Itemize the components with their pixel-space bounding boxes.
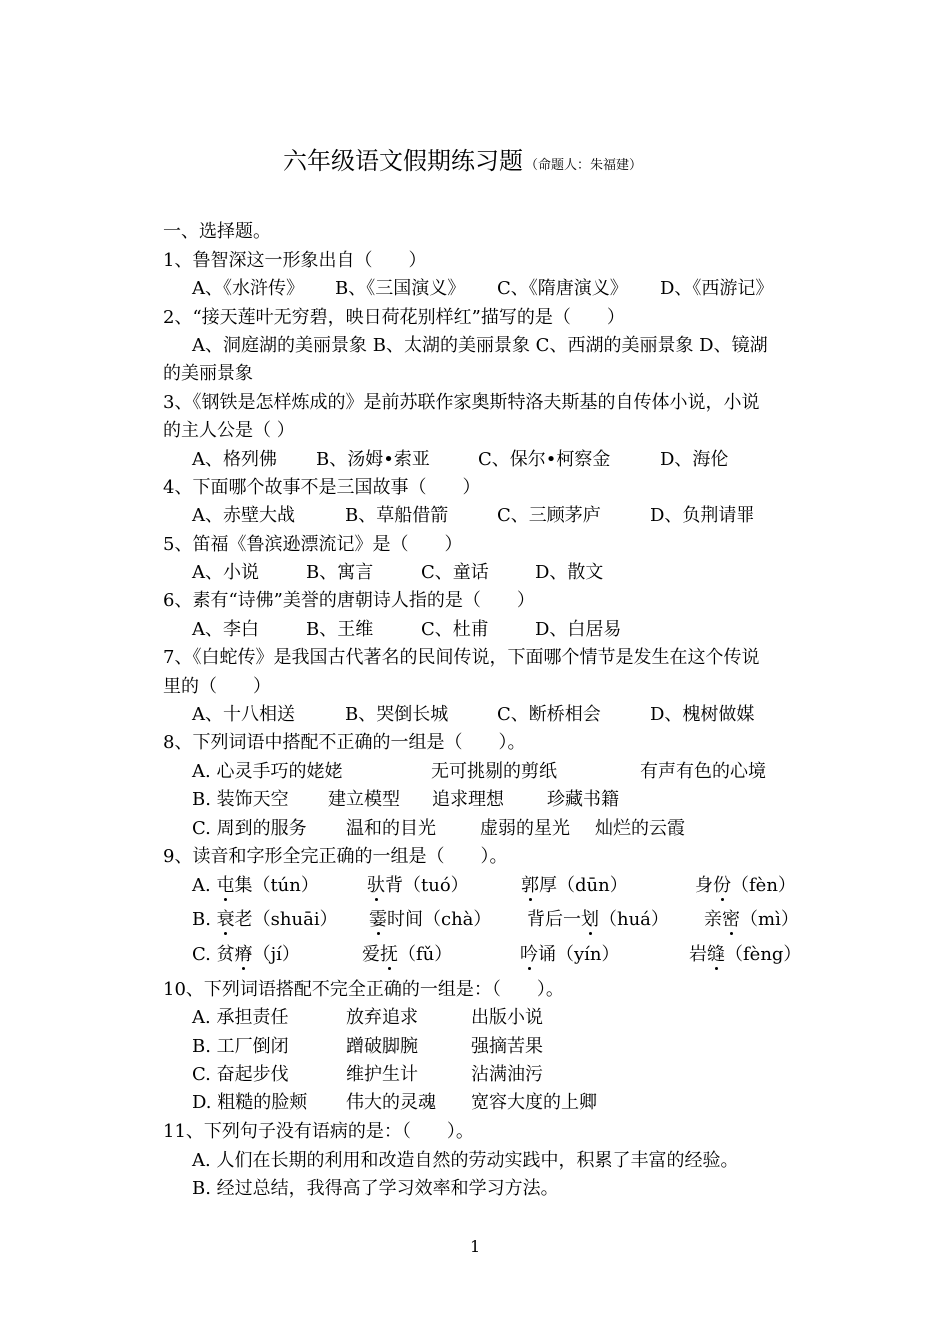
question-9-stem: 9、读音和字形全完正确的一组是（ ）。 (163, 846, 508, 867)
q9-option-a-item-3 (521, 875, 628, 897)
text: 集（tún） (234, 875, 319, 896)
q3-option-d: D、海伦 (660, 449, 729, 470)
text: 老（shuāi） (234, 909, 338, 930)
q1-option-a: A、《水浒传》 (192, 278, 304, 299)
q4-option-a: A、赤壁大战 (192, 505, 295, 526)
text: （fǔ） (398, 944, 453, 965)
q7-option-d: D、槐树做媒 (650, 704, 755, 725)
q3-option-c: C、保尔•柯察金 (478, 449, 611, 470)
q8-option-b-word-3: 追求理想 (432, 789, 504, 810)
q7-option-c: C、断桥相会 (497, 704, 601, 725)
text: （huá） (599, 909, 669, 930)
question-5-stem: 5、笛福《鲁滨逊漂流记》是（ ） (163, 534, 463, 555)
q10-option-b-word-1: B. 工厂倒闭 (192, 1036, 289, 1057)
text: （jí） (252, 944, 300, 965)
q2-options: A、洞庭湖的美丽景象 B、太湖的美丽景象 C、西湖的美丽景象 D、镜湖 (192, 335, 768, 356)
dotted-char: 份 (713, 875, 731, 896)
q10-option-a-word-3: 出版小说 (471, 1007, 543, 1028)
question-1-stem: 1、鲁智深这一形象出自（ ） (163, 250, 427, 271)
dotted-char: 霎 (369, 909, 387, 930)
question-3-stem-continued: 的主人公是（ ） (163, 420, 295, 441)
q10-option-d-word-1: D. 粗糙的脸颊 (192, 1092, 308, 1113)
q3-option-a: A、格列佛 (192, 449, 277, 470)
q8-option-c-word-1: C. 周到的服务 (192, 818, 307, 839)
q9-option-a-item-1 (192, 875, 319, 897)
q9-option-a-item-2 (367, 875, 469, 897)
q10-option-a-word-1: A. 承担责任 (192, 1007, 289, 1028)
text: （fèng） (725, 944, 802, 965)
q8-option-c-word-3: 虚弱的星光 (480, 818, 570, 839)
q1-option-b: B、《三国演义》 (335, 278, 466, 299)
q8-option-c-word-2: 温和的目光 (346, 818, 436, 839)
text: 亲 (704, 909, 722, 930)
q10-option-d-word-2: 伟大的灵魂 (346, 1092, 436, 1113)
q9-option-c-item-1 (192, 944, 300, 966)
q10-option-c-word-1: C. 奋起步伐 (192, 1064, 289, 1085)
q8-option-b-word-1: B. 装饰天空 (192, 789, 289, 810)
dotted-char: 密 (722, 909, 740, 930)
q5-option-d: D、散文 (535, 562, 604, 583)
q6-option-d: D、白居易 (535, 619, 622, 640)
q5-option-a: A、小说 (192, 562, 259, 583)
q11-option-a: A. 人们在长期的利用和改造自然的劳动实践中，积累了丰富的经验。 (192, 1150, 739, 1171)
q8-option-b-word-4: 珍藏书籍 (547, 789, 619, 810)
dotted-char: 缝 (707, 944, 725, 965)
q1-option-c: C、《隋唐演义》 (497, 278, 628, 299)
title-text: 六年级语文假期练习题 (283, 147, 523, 175)
question-4-stem: 4、下面哪个故事不是三国故事（ ） (163, 477, 481, 498)
q3-option-b: B、汤姆•索亚 (316, 449, 430, 470)
q9-option-b-item-3 (527, 909, 669, 931)
q11-option-b: B. 经过总结，我得高了学习效率和学习方法。 (192, 1178, 559, 1199)
q6-option-c: C、杜甫 (421, 619, 489, 640)
q9-option-a-item-4 (695, 875, 796, 897)
question-10-stem: 10、下列词语搭配不完全正确的一组是：（ ）。 (163, 979, 564, 1000)
dotted-char: 吟 (520, 944, 538, 965)
question-7-stem: 7、《白蛇传》是我国古代著名的民间传说，下面哪个情节是发生在这个传说 (163, 647, 760, 668)
q10-option-c-word-2: 维护生计 (346, 1064, 418, 1085)
q10-option-a-word-2: 放弃追求 (346, 1007, 418, 1028)
text: B. (192, 909, 217, 930)
text: A. (192, 875, 217, 896)
q9-option-b-item-1 (192, 909, 338, 931)
text: C. 贫 (192, 944, 235, 965)
q4-option-c: C、三顾茅庐 (497, 505, 601, 526)
q9-option-b-item-4 (704, 909, 799, 931)
text: （fèn） (731, 875, 796, 896)
q1-option-d: D、《西游记》 (660, 278, 774, 299)
text: 背（tuó） (385, 875, 469, 896)
dotted-char: 瘠 (234, 944, 253, 965)
text: 厚（dūn） (539, 875, 628, 896)
dotted-char: 衰 (216, 909, 235, 930)
question-3-stem: 3、《钢铁是怎样炼成的》是前苏联作家奥斯特洛夫斯基的自传体小说，小说 (163, 392, 760, 413)
q10-option-b-word-2: 蹭破脚腕 (346, 1036, 418, 1057)
q6-option-b: B、王维 (306, 619, 374, 640)
dotted-char: 郭 (521, 875, 539, 896)
dotted-char: 屯 (216, 875, 235, 896)
q9-option-b-item-2 (369, 909, 491, 931)
q10-option-b-word-3: 强摘苦果 (471, 1036, 543, 1057)
q8-option-a-word-3: 有声有色的心境 (640, 761, 766, 782)
text: 时间（chà） (387, 909, 492, 930)
q10-option-d-word-3: 宽容大度的上卿 (471, 1092, 597, 1113)
q9-option-c-item-3 (520, 944, 620, 966)
text: 背后一 (527, 909, 581, 930)
q8-option-c-word-4: 灿烂的云霞 (595, 818, 685, 839)
q6-option-a: A、李白 (192, 619, 259, 640)
text: 爱 (362, 944, 380, 965)
dotted-char: 划 (581, 909, 599, 930)
q4-option-d: D、负荆请罪 (650, 505, 755, 526)
dotted-char: 驮 (367, 875, 385, 896)
q7-option-a: A、十八相送 (192, 704, 295, 725)
section-heading: 一、选择题。 (163, 221, 271, 242)
q7-option-b: B、哭倒长城 (345, 704, 449, 725)
q8-option-b-word-2: 建立模型 (328, 789, 400, 810)
dotted-char: 抚 (380, 944, 398, 965)
q8-option-a-word-2: 无可挑剔的剪纸 (431, 761, 557, 782)
q5-option-c: C、童话 (421, 562, 489, 583)
text: 岩 (689, 944, 707, 965)
q5-option-b: B、寓言 (306, 562, 374, 583)
q10-option-c-word-3: 沾满油污 (471, 1064, 543, 1085)
author-note: （命题人：朱福建） (525, 158, 643, 173)
page-title (283, 141, 642, 176)
q9-option-c-item-4 (689, 944, 801, 966)
question-2-stem: 2、“接天莲叶无穷碧，映日荷花别样红”描写的是（ ） (163, 307, 625, 328)
q9-option-c-item-2 (362, 944, 452, 966)
page-number: 1 (470, 1237, 481, 1256)
text: 身 (695, 875, 713, 896)
q4-option-b: B、草船借箭 (345, 505, 449, 526)
question-11-stem: 11、下列句子没有语病的是：（ ）。 (163, 1121, 474, 1142)
text: （mì） (740, 909, 799, 930)
question-8-stem: 8、下列词语中搭配不正确的一组是（ ）。 (163, 732, 526, 753)
text: 诵（yín） (538, 944, 620, 965)
question-7-stem-continued: 里的（ ） (163, 676, 271, 697)
question-6-stem: 6、素有“诗佛”美誉的唐朝诗人指的是（ ） (163, 590, 535, 611)
q8-option-a-word-1: A. 心灵手巧的姥姥 (192, 761, 343, 782)
q2-options-continued: 的美丽景象 (163, 363, 253, 384)
